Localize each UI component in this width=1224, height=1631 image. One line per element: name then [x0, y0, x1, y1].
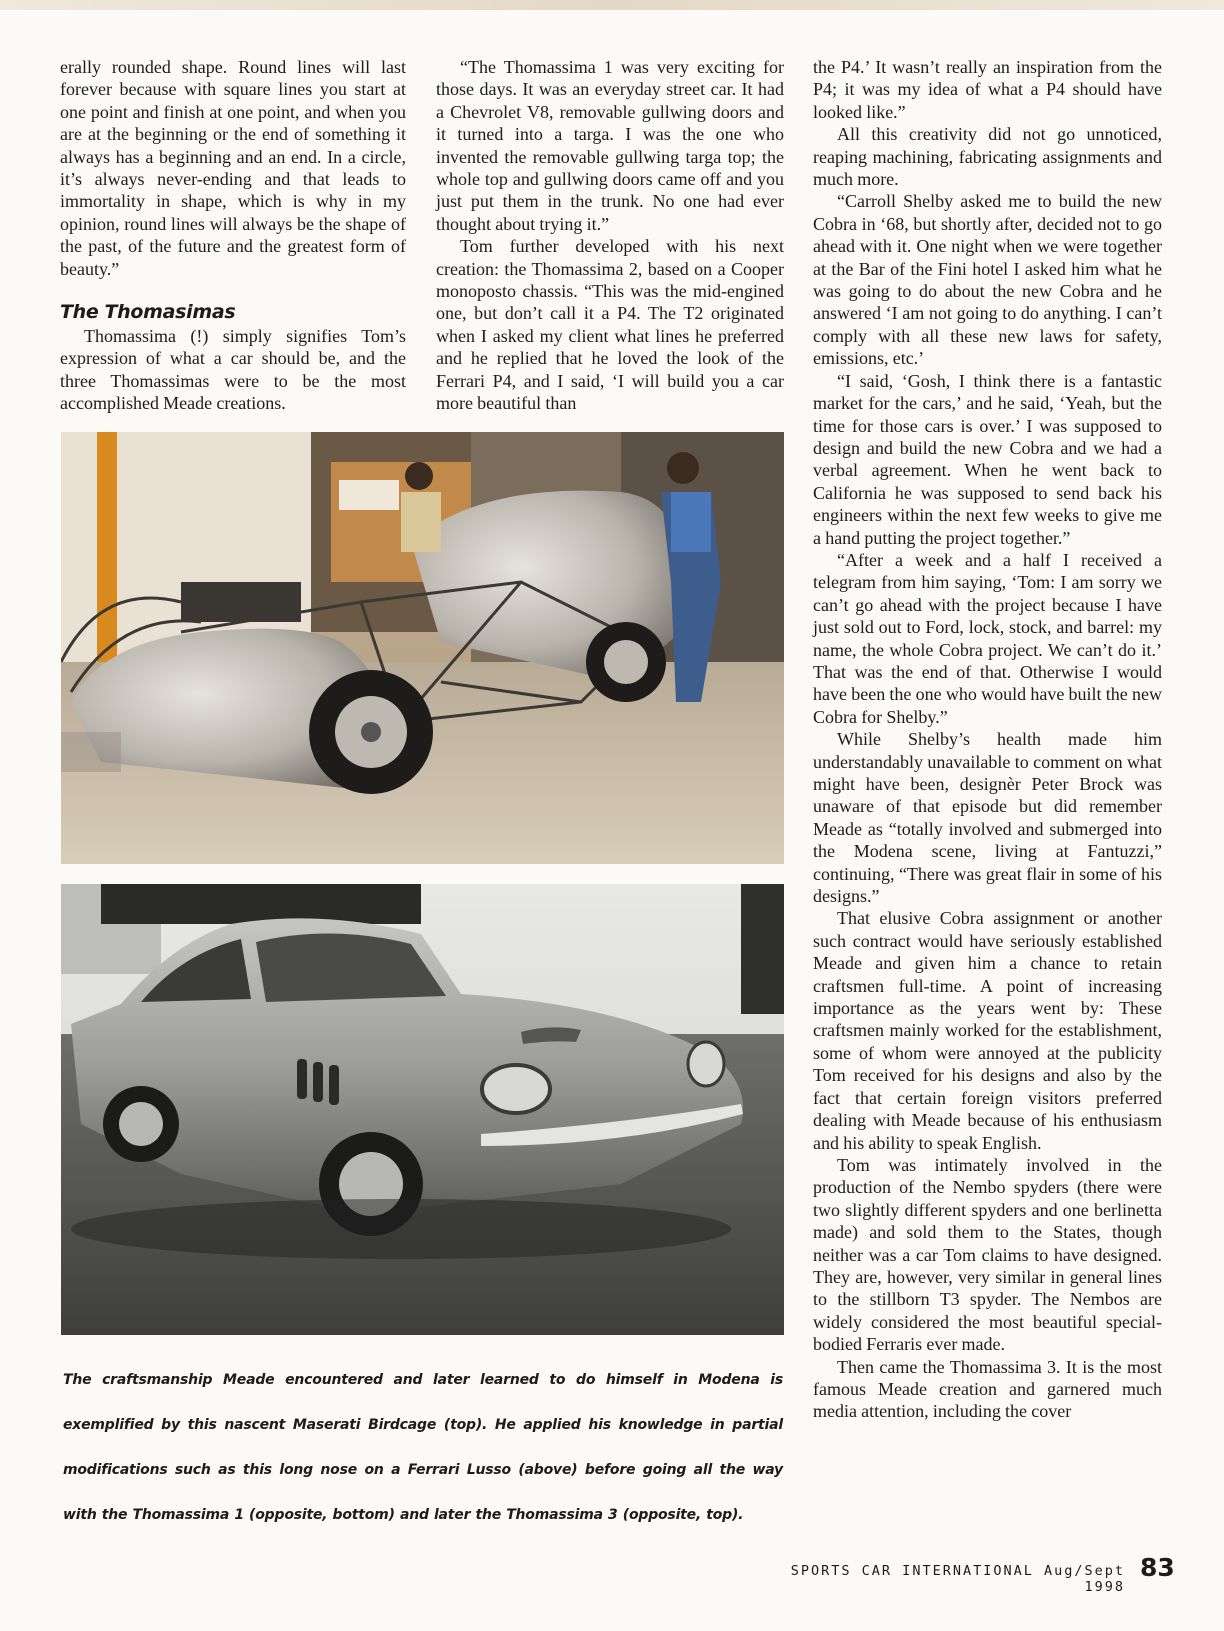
article-column-1: [60, 56, 406, 415]
article-column-3: [813, 56, 1162, 1423]
photo-caption: The craftsmanship Meade encountered and later learned to do himself in Modena is exemplified by this nascent Maserati Birdcage (top). He applied his knowledge in partial modifications such as this long nose on a Ferrari Lusso (above) before going all the way with the Thomassima 1 (opposite, bottom) and later the Thomassima 3 (opposite, top).: [63, 1372, 783, 1523]
paragraph: Tom further developed with his next creation: the Thomassima 2, based on a Cooper monoposto chassis. “This was the mid-engined one, but don’t call it a P4. The T2 originated when I asked my client what lines he preferred and he replied that he loved the look of the Ferrari P4, and I said, ‘I will build you a car more beautiful than: [436, 236, 784, 414]
paragraph: All this creativity did not go unnoticed, reaping machining, fabricating assignments and much more.: [813, 124, 1162, 190]
section-subhead: The Thomasimas: [60, 301, 236, 324]
photo-icon: [61, 884, 784, 1335]
paragraph: Then came the Thomassima 3. It is the most famous Meade creation and garnered much media attention, including the cover: [813, 1356, 1162, 1422]
photo-ferrari-lusso: [61, 884, 784, 1335]
paragraph: Thomassima (!) simply signifies Tom’s expression of what a car should be, and the three Thomassimas were to be the most accomplished Meade creations.: [60, 326, 406, 414]
photo-maserati-birdcage: [61, 432, 784, 864]
page-number: 83: [1140, 1553, 1175, 1582]
paragraph: erally rounded shape. Round lines will last forever because with square lines you start at one point and finish at one point, and when you are at the beginning or the end of something it always has a beginning and an end. In a circle, it’s always never-ending and that leads to immortality in shape, which is why in my opinion, round lines will always be the shape of the past, of the future and the greatest form of beauty.”: [60, 57, 406, 279]
article-column-2: [436, 56, 784, 415]
paragraph: “Carroll Shelby asked me to build the new Cobra in ‘68, but shortly after, decided not to go ahead with it. One night when we were together at the Bar of the Fini hotel I asked him what he was going to do about the new Cobra and he answered ‘I am not going to do anything. I can’t comply with all these new laws for safety, emissions, etc.’: [813, 191, 1162, 369]
paragraph: the P4.’ It wasn’t really an inspiration from the P4; it was my idea of what a P4 should have looked like.”: [813, 57, 1162, 122]
paragraph: “The Thomassima 1 was very exciting for those days. It was an everyday street car. It had a Chevrolet V8, removable gullwing doors and it turned into a targa. I was the one who invented the removable gullwing targa top; the whole top and gullwing doors came off and you just put them in the trunk. No one had ever thought about trying it.”: [436, 57, 784, 234]
paragraph: “After a week and a half I received a telegram from him saying, ‘Tom: I am sorry we can’t go ahead with the project because I have just sold out to Ford, lock, stock, and barrel: my name, the whole Cobra project. We can’t do it.’ That was the end of that. Otherwise I would have been the one who would have built the new Cobra for Shelby.”: [813, 549, 1162, 727]
footer-publication: SPORTS CAR INTERNATIONAL Aug/Sept 1998: [790, 1563, 1125, 1595]
paragraph: “I said, ‘Gosh, I think there is a fantastic market for the cars,’ and he said, ‘Yeah, but the time for those cars is over.’ I was supposed to design and build the new Cobra and we had a verbal agreement. When he went back to California he was supposed to send back his engineers within the next few weeks to give me a hand putting the project together.”: [813, 370, 1162, 548]
paragraph: While Shelby’s health made him understandably unavailable to comment on what might have been, designèr Peter Brock was unaware of that episode but did remember Meade as “totally involved and submerged into the Modena scene, living at Fantuzzi,” continuing, “There was great flair in some of his designs.”: [813, 729, 1162, 907]
photo-icon: [61, 432, 784, 864]
top-decorative-band: [0, 0, 1224, 10]
paragraph: That elusive Cobra assignment or another such contract would have seriously established Meade and given him a chance to retain craftsmen full-time. A point of increasing importance as the years went by: These craftsmen mainly worked for the establishment, some of whom were annoyed at the publicity Tom received for his designs and also by the fact that certain foreign visitors preferred dealing with Meade because of his enthusiasm and his ability to speak English.: [813, 908, 1162, 1153]
paragraph: Tom was intimately involved in the production of the Nembo spyders (there were two slightly different spyders and one berlinetta made) and sold them to the States, though neither was a car Tom claims to have designed. They are, however, very similar in general lines to the stillborn T3 spyder. The Nembos are widely considered the most beautiful special-bodied Ferraris ever made.: [813, 1154, 1162, 1355]
